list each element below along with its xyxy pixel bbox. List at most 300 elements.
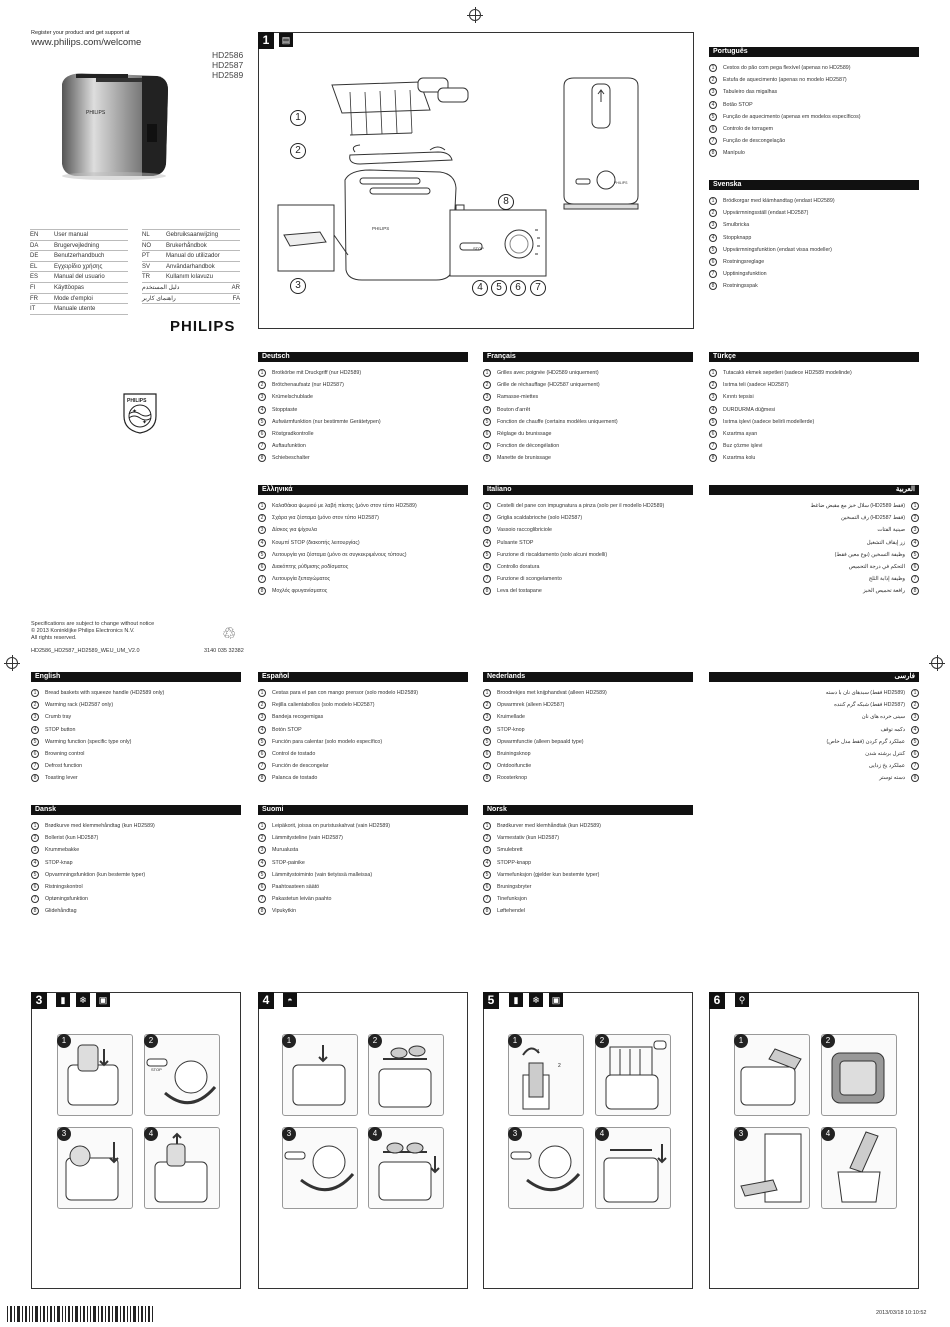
item-text: Pulsante STOP [497, 539, 534, 546]
step-5-picture-1 [508, 1034, 584, 1116]
lang-code: AR [231, 284, 240, 291]
list-item: 2 Estufa de aquecimento (apenas no modelo HD2587) [709, 74, 919, 86]
picture-number: 3 [508, 1127, 522, 1141]
item-text: Κουμπί STOP (διακοπής λειτουργίας) [272, 539, 360, 546]
parts-list [483, 500, 693, 598]
item-text: Brødkurver med klemhåndtak (kun HD2589) [497, 823, 601, 830]
picture-number: 3 [734, 1127, 748, 1141]
lang-name: Manual del usuario [54, 274, 105, 281]
registration-mark-right [931, 657, 943, 669]
stop-label: STOP [473, 246, 484, 251]
list-item: 7 Optøningsfunktion [31, 893, 241, 905]
picture-number: 2 [368, 1034, 382, 1048]
lang-code: FA [232, 295, 240, 302]
item-text: Manípulo [723, 150, 745, 157]
item-text: Estufa de aquecimento (apenas no modelo HD2587) [723, 77, 847, 84]
list-item: 4 STOP button [31, 724, 241, 736]
item-text: Bruningsbryter [497, 884, 532, 891]
lang-row [30, 251, 128, 262]
item-text: Λειτουργία ξεπαγώματος [272, 576, 331, 583]
lang-name: Εγχειρίδιο χρήσης [54, 263, 103, 270]
item-text: وظيفة التسخين (نوع معين فقط) [834, 551, 905, 558]
lang-code: SV [142, 263, 151, 270]
philips-shield-logo [122, 392, 158, 434]
list-item: 6 Controllo doratura [483, 561, 693, 573]
item-text: Pakastetun leivän paahto [272, 896, 332, 903]
warming-arrow-2: 2 [558, 1063, 561, 1069]
callout-5: 5 [491, 280, 507, 296]
lang-code: NL [142, 232, 150, 238]
svg-text:PHILIPS: PHILIPS [86, 110, 106, 116]
list-item: 2 شبکه گرم کننده (فقط HD2587) [709, 699, 919, 711]
section-turkce [709, 352, 919, 465]
list-item: 3 Tabuleiro das migalhas [709, 86, 919, 98]
list-item: 3 Vassoio raccoglibriciole [483, 524, 693, 536]
list-item: 2 Griglia scaldabrioche (solo HD2587) [483, 512, 693, 524]
item-text: Toasting lever [45, 775, 78, 782]
list-item: 7 Função de descongelação [709, 135, 919, 147]
callout-8: 8 [498, 194, 514, 210]
step-3-number: 3 [31, 992, 47, 1009]
section-portugues [709, 47, 919, 160]
item-text: Röstgradkontrolle [272, 431, 314, 438]
item-text: Función para calentar (solo modelo específico) [272, 738, 383, 745]
picture-number: 1 [734, 1034, 748, 1048]
section-deutsch [258, 352, 468, 465]
list-item: 7 Defrost function [31, 760, 241, 772]
lang-name: Användarhandbok [166, 263, 215, 270]
item-text: Lämmitystoiminto (vain tietyissä malleissa) [272, 871, 373, 878]
item-text: رافعة تحميص الخبز [863, 588, 905, 595]
item-text: STOPP-knapp [497, 859, 532, 866]
list-item: 5 Warming function (specific type only) [31, 736, 241, 748]
item-text: Ramasse-miettes [497, 394, 539, 401]
recycle-icon: ♲ [222, 626, 237, 643]
picture-number: 2 [595, 1034, 609, 1048]
lang-name: Gebruiksaanwijzing [166, 232, 219, 238]
picture-number: 4 [368, 1127, 382, 1141]
list-item: 8 دسته توستر [709, 772, 919, 784]
list-item: 5 Lämmitystoiminto (vain tietyissä malleissa) [258, 869, 468, 881]
list-item: 8 Schiebeschalter [258, 452, 468, 464]
item-text: Murualusta [272, 847, 299, 854]
callout-6: 6 [510, 280, 526, 296]
document-code: HD2586_HD2587_HD2589_WEU_UM_V2.0 [31, 648, 140, 654]
item-text: Manette de brunissage [497, 455, 551, 462]
list-item: 5 Funzione di riscaldamento (solo alcuni modelli) [483, 549, 693, 561]
lang-row [142, 283, 240, 294]
list-item: 1 Leipäkorit, joissa on puristuskahvat (vain HD2589) [258, 820, 468, 832]
item-text: Glidehåndtag [45, 908, 77, 915]
item-text: Rostningsspak [723, 283, 758, 290]
item-text: Krummebakke [45, 847, 80, 854]
list-item: 1 Cestos do pão com pega flexível (apenas no HD2589) [709, 62, 919, 74]
list-item: 1 سلال خبز مع مقبض ضاغط (HD2589 فقط) [709, 500, 919, 512]
picture-number: 4 [144, 1127, 158, 1141]
list-item: 1 Grilles avec poignée (HD2589 uniquement) [483, 367, 693, 379]
svg-text:✦: ✦ [132, 409, 138, 415]
item-text: Broodrekjes met knijphandvat (alleen HD2589) [497, 690, 607, 697]
list-item: 7 Auftaufunktion [258, 440, 468, 452]
item-text: زر إيقاف التشغيل [866, 539, 905, 546]
item-text: کنترل برشته شدن [865, 751, 905, 758]
list-item: 7 Upptiningsfunktion [709, 268, 919, 280]
list-item: 6 Bruiningsknop [483, 748, 693, 760]
section-farsi [709, 672, 919, 785]
list-item: 5 Função de aquecimento (apenas em modelos específicos) [709, 111, 919, 123]
list-item: 8 Løftehendel [483, 905, 693, 917]
url-text: www.philips.com/welcome [31, 37, 142, 48]
step-6-picture-4 [821, 1127, 897, 1209]
lang-code: PT [142, 253, 150, 260]
item-text: Varmestativ (kun HD2587) [497, 835, 560, 842]
step-6-picture-3 [734, 1127, 810, 1209]
list-item: 2 Varmestativ (kun HD2587) [483, 832, 693, 844]
list-item: 4 دکمه توقف [709, 724, 919, 736]
list-item: 7 Función de descongelar [258, 760, 468, 772]
model-hd2587: HD2587 [212, 60, 244, 70]
lang-row [30, 230, 128, 241]
list-item: 3 سینی خرده های نان [709, 711, 919, 723]
item-text: Δίσκος για ψίχουλα [272, 527, 317, 534]
lang-code: DE [30, 253, 39, 260]
list-item: 7 Buz çözme işlevi [709, 440, 919, 452]
brand-wordmark: PHILIPS [170, 318, 236, 335]
item-text: Brotkörbe mit Druckgriff (nur HD2589) [272, 370, 362, 377]
step-4-picture-1 [282, 1034, 358, 1116]
item-text: Διακόπτης ρύθμισης ροδίσματος [272, 564, 349, 571]
item-text: Palanca de tostado [272, 775, 318, 782]
item-text: عملکرد یخ زدایی [868, 763, 905, 770]
section-title: English [31, 672, 241, 682]
section-title: العربية [709, 485, 919, 495]
item-text: Buz çözme işlevi [723, 443, 763, 450]
item-text: Cestelli del pane con impugnatura a pinza (solo per il modello HD2589) [497, 503, 665, 510]
toaster-icon: ▣ [96, 993, 110, 1007]
item-text: Isıtma teli (sadece HD2587) [723, 382, 789, 389]
item-text: Rejilla calientabollos (solo modelo HD2587) [272, 702, 375, 709]
list-item: 5 Opvarmningsfunktion (kun bestemte typer) [31, 869, 241, 881]
list-item: 6 کنترل برشته شدن [709, 748, 919, 760]
section-svenska [709, 180, 919, 293]
callout-2: 2 [290, 143, 306, 159]
registration-mark-top [469, 9, 481, 21]
lang-name: Mode d'emploi [54, 295, 93, 302]
list-item: 3 صينية الفتات [709, 524, 919, 536]
list-item: 8 Palanca de tostado [258, 772, 468, 784]
step-5-number: 5 [483, 992, 499, 1009]
list-item: 7 وظيفة إذابة الثلج [709, 573, 919, 585]
warming-icon: ◓ [283, 993, 297, 1007]
bread-icon: ▮ [509, 993, 523, 1007]
section-title: Deutsch [258, 352, 468, 362]
list-item: 4 زر إيقاف التشغيل [709, 537, 919, 549]
list-item: 3 Kruimellade [483, 711, 693, 723]
section-title: Nederlands [483, 672, 693, 682]
list-item: 3 Krummebakke [31, 844, 241, 856]
step-3-picture-1 [57, 1034, 133, 1116]
item-text: Uppvärmningsställ (endast HD2587) [723, 210, 809, 217]
item-text: سبدهای نان با دسته (فقط HD2589) [825, 690, 905, 697]
list-item: 6 Kızartma ayarı [709, 428, 919, 440]
list-item: 8 رافعة تحميص الخبز [709, 585, 919, 597]
item-text: صينية الفتات [877, 527, 905, 534]
parts-list [709, 367, 919, 465]
parts-list [31, 687, 241, 785]
list-item: 4 Botão STOP [709, 99, 919, 111]
section-arabic [709, 485, 919, 598]
item-text: Bandeja recogemigas [272, 714, 324, 721]
section-title: Español [258, 672, 468, 682]
list-item: 4 Pulsante STOP [483, 537, 693, 549]
section-norsk [483, 805, 693, 918]
lang-code: DA [30, 242, 39, 249]
list-item: 1 Tutacaklı ekmek sepetleri (sadece HD2589 modelinde) [709, 367, 919, 379]
item-text: Løftehendel [497, 908, 525, 915]
picture-number: 1 [57, 1034, 71, 1048]
item-text: Botão STOP [723, 101, 753, 108]
lang-row [142, 251, 240, 262]
svg-text:PHILIPS: PHILIPS [372, 226, 390, 231]
toaster-icon: ▣ [549, 993, 563, 1007]
list-item: 6 Rostningsreglage [709, 256, 919, 268]
lang-row [142, 230, 240, 241]
item-text: Smulbricka [723, 222, 750, 229]
item-text: Rostningsreglage [723, 259, 765, 266]
list-item: 3 Kırıntı tepsisi [709, 391, 919, 403]
picture-number: 1 [508, 1034, 522, 1048]
item-text: Opvarmningsfunktion (kun bestemte typer) [45, 871, 146, 878]
item-text: Uppvärmningsfunktion (endast vissa modeller) [723, 246, 832, 253]
list-item: 6 Διακόπτης ρύθμισης ροδίσματος [258, 561, 468, 573]
figure-1-number: 1 [258, 32, 274, 49]
list-item: 2 رف التسخين (HD2587 فقط) [709, 512, 919, 524]
tap-icon: ⚲ [735, 993, 749, 1007]
item-text: Upptiningsfunktion [723, 271, 767, 278]
svg-text:PHILIPS: PHILIPS [127, 398, 147, 404]
item-text: Brödkorgar med klämhandtag (endast HD2589) [723, 198, 835, 205]
item-text: Funzione di scongelamento [497, 576, 562, 583]
section-nederlands [483, 672, 693, 785]
item-text: Καλαθάκια ψωμιού με λαβή πίεσης (μόνο στον τύπο HD2589) [272, 503, 417, 510]
list-item: 4 Stopptaste [258, 404, 468, 416]
list-item: 2 Isıtma teli (sadece HD2587) [709, 379, 919, 391]
item-text: التحكم في درجة التحميص [848, 564, 905, 571]
register-text: Register your product and get support at [31, 30, 130, 36]
item-text: Kızartma ayarı [723, 431, 758, 438]
item-text: Paahtoasteen säätö [272, 884, 320, 891]
item-text: Cestas para el pan con mango prensor (solo modelo HD2589) [272, 690, 419, 697]
item-text: Ontdooifunctie [497, 763, 532, 770]
list-item: 8 Manette de brunissage [483, 452, 693, 464]
item-text: Grille de réchauffage (HD2587 uniquement) [497, 382, 600, 389]
item-text: STOP-knop [497, 726, 525, 733]
list-item: 6 التحكم في درجة التحميص [709, 561, 919, 573]
list-item: 6 Paahtoasteen säätö [258, 881, 468, 893]
book-icon: ▤ [279, 33, 293, 47]
lang-name: Brukerhåndbok [166, 242, 207, 249]
lang-name: Benutzerhandbuch [54, 253, 105, 260]
item-text: دسته توستر [879, 775, 905, 782]
model-hd2589: HD2589 [212, 70, 244, 80]
list-item: 6 Bruningsbryter [483, 881, 693, 893]
list-item: 1 Broodrekjes met knijphandvat (alleen HD2589) [483, 687, 693, 699]
list-item: 7 Ontdooifunctie [483, 760, 693, 772]
warming-arrow-1: 1 [537, 1049, 540, 1055]
list-item: 2 Σχάρα για ζέσταμα (μόνο στον τύπο HD2587) [258, 512, 468, 524]
list-item: 5 وظيفة التسخين (نوع معين فقط) [709, 549, 919, 561]
list-item: 6 Röstgradkontrolle [258, 428, 468, 440]
lang-code: FR [30, 295, 38, 302]
list-item: 4 DURDURMA düğmesi [709, 404, 919, 416]
item-text: Fonction de chauffe (certains modèles uniquement) [497, 418, 618, 425]
item-text: Griglia scaldabrioche (solo HD2587) [497, 515, 583, 522]
language-list-left [30, 229, 128, 315]
item-text: Bruiningsknop [497, 751, 531, 758]
item-text: Brødkurve med klemmehåndtag (kun HD2589) [45, 823, 155, 830]
section-title: Türkçe [709, 352, 919, 362]
item-text: Σχάρα για ζέσταμα (μόνο στον τύπο HD2587) [272, 515, 379, 522]
parts-list [258, 687, 468, 785]
section-title: Français [483, 352, 693, 362]
list-item: 3 Smulebrett [483, 844, 693, 856]
stop-label: STOP [151, 1067, 162, 1072]
item-text: وظيفة إذابة الثلج [868, 576, 905, 583]
toaster-front-view [556, 72, 646, 212]
item-text: STOP-knap [45, 859, 73, 866]
list-item: 2 Uppvärmningsställ (endast HD2587) [709, 207, 919, 219]
list-item: 6 Control de tostado [258, 748, 468, 760]
list-item: 5 Λειτουργία για ζέσταμα (μόνο σε συγκεκριμένους τύπους) [258, 549, 468, 561]
lang-row [30, 283, 128, 294]
step-5-picture-4 [595, 1127, 671, 1209]
list-item: 8 Glidehåndtag [31, 905, 241, 917]
section-suomi [258, 805, 468, 918]
section-italiano [483, 485, 693, 598]
section-title: Suomi [258, 805, 468, 815]
step-4-picture-4 [368, 1127, 444, 1209]
list-item: 2 Grille de réchauffage (HD2587 uniquement) [483, 379, 693, 391]
parts-list [709, 500, 919, 598]
item-text: Schiebeschalter [272, 455, 310, 462]
spec-line: Specifications are subject to change without notice [31, 621, 155, 627]
item-text: Réglage du brunissage [497, 431, 552, 438]
step-5-picture-3 [508, 1127, 584, 1209]
item-text: Warming rack (HD2587 only) [45, 702, 114, 709]
item-text: Função de descongelação [723, 138, 786, 145]
list-item: 3 Δίσκος για ψίχουλα [258, 524, 468, 536]
step-4-picture-3 [282, 1127, 358, 1209]
list-item: 8 Toasting lever [31, 772, 241, 784]
lang-name: Manual do utilizador [166, 253, 220, 260]
item-text: Aufwärmfunktion (nur bestimmte Gerätetypen) [272, 418, 381, 425]
list-item: 1 Brødkurve med klemmehåndtag (kun HD2589) [31, 820, 241, 832]
spec-line: All rights reserved. [31, 635, 77, 641]
list-item: 2 Warming rack (HD2587 only) [31, 699, 241, 711]
picture-number: 4 [595, 1127, 609, 1141]
lang-row [30, 262, 128, 273]
item-text: Kızartma kolu [723, 455, 756, 462]
list-item: 4 Bouton d'arrêt [483, 404, 693, 416]
svg-text:PHILIPS: PHILIPS [614, 181, 628, 185]
item-text: Controllo doratura [497, 564, 540, 571]
picture-number: 1 [282, 1034, 296, 1048]
item-text: Tinefunksjon [497, 896, 527, 903]
lang-row [30, 272, 128, 283]
picture-number: 4 [821, 1127, 835, 1141]
list-item: 2 Bollerist (kun HD2587) [31, 832, 241, 844]
list-item: 5 Aufwärmfunktion (nur bestimmte Gerätetypen) [258, 416, 468, 428]
lang-name: User manual [54, 232, 89, 238]
lang-name: Kullanım kılavuzu [166, 274, 214, 281]
item-text: Bollerist (kun HD2587) [45, 835, 99, 842]
step-4-picture-2 [368, 1034, 444, 1116]
item-text: Lämmitysteline (vain HD2587) [272, 835, 343, 842]
list-item: 7 Fonction de décongélation [483, 440, 693, 452]
item-text: Función de descongelar [272, 763, 329, 770]
picture-number: 3 [57, 1127, 71, 1141]
part-number: 3140 035 32382 [204, 648, 244, 654]
lang-code: ES [30, 274, 39, 281]
lang-name: دليل المستخدم [142, 284, 180, 291]
item-text: STOP button [45, 726, 76, 733]
list-item: 5 Función para calentar (solo modelo específico) [258, 736, 468, 748]
item-text: Tabuleiro das migalhas [723, 89, 778, 96]
item-text: Λειτουργία για ζέσταμα (μόνο σε συγκεκριμένους τύπους) [272, 551, 407, 558]
item-text: Crumb tray [45, 714, 72, 721]
item-text: Cestos do pão com pega flexível (apenas no HD2589) [723, 65, 851, 72]
section-ellinika [258, 485, 468, 598]
item-text: Kırıntı tepsisi [723, 394, 754, 401]
toaster-photo [52, 64, 174, 189]
lang-name: Käyttöopas [54, 284, 85, 291]
item-text: Fonction de décongélation [497, 443, 560, 450]
list-item: 5 عملکرد گرم کردن (فقط مدل خاص) [709, 736, 919, 748]
list-item: 8 Μοχλός φρυγανίσματος [258, 585, 468, 597]
item-text: Controlo de torragem [723, 126, 774, 133]
list-item: 1 Brödkorgar med klämhandtag (endast HD2589) [709, 195, 919, 207]
list-item: 3 Crumb tray [31, 711, 241, 723]
item-text: Tutacaklı ekmek sepetleri (sadece HD2589 modelinde) [723, 370, 852, 377]
language-list-right [142, 229, 240, 304]
section-english [31, 672, 241, 785]
list-item: 2 Rejilla calientabollos (solo modelo HD2587) [258, 699, 468, 711]
lang-code: FI [30, 284, 36, 291]
model-list [212, 50, 243, 80]
list-item: 6 Browning control [31, 748, 241, 760]
list-item: 3 Krümelschublade [258, 391, 468, 403]
item-text: Krümelschublade [272, 394, 313, 401]
item-text: Vassoio raccoglibriciole [497, 527, 552, 534]
section-title: Italiano [483, 485, 693, 495]
item-text: Varmefunksjon (gjelder kun bestemte typer) [497, 871, 600, 878]
item-text: Defrost function [45, 763, 83, 770]
list-item: 6 Réglage du brunissage [483, 428, 693, 440]
lang-row [142, 262, 240, 273]
parts-list [709, 687, 919, 785]
barcode [7, 1306, 157, 1322]
model-hd2586: HD2586 [212, 50, 244, 60]
item-text: Auftaufunktion [272, 443, 306, 450]
lang-code: EN [30, 232, 39, 238]
item-text: Grilles avec poignée (HD2589 uniquement) [497, 370, 599, 377]
list-item: 8 Leva del tostapane [483, 585, 693, 597]
lang-row [142, 241, 240, 252]
list-item: 7 Funzione di scongelamento [483, 573, 693, 585]
list-item: 8 Kızartma kolu [709, 452, 919, 464]
lang-code: NO [142, 242, 151, 249]
callout-3: 3 [290, 278, 306, 294]
